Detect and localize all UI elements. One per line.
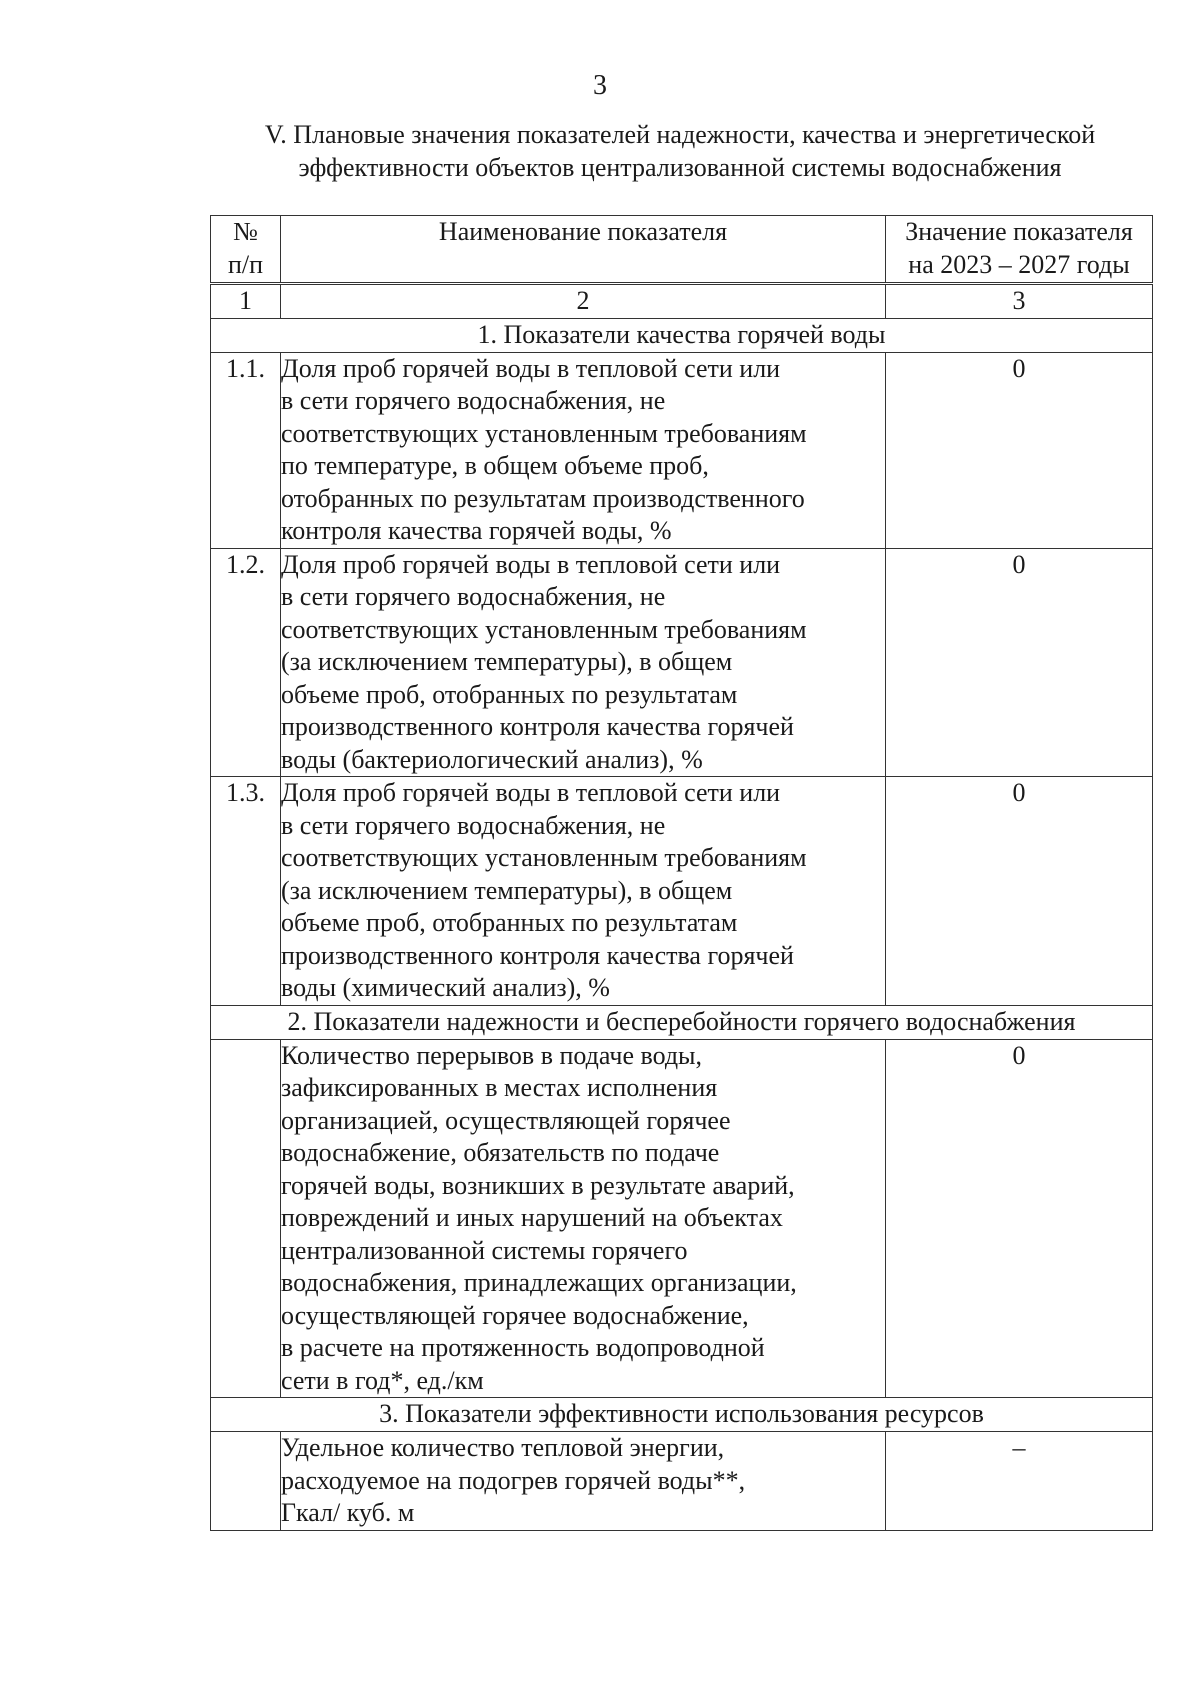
indicator-value: 0 xyxy=(886,777,1153,1006)
indicator-line: водоснабжение, обязательств по подаче xyxy=(281,1138,720,1167)
header-number-cell xyxy=(211,216,281,284)
table-row xyxy=(211,777,1153,1006)
column-numbers-row xyxy=(211,284,1153,319)
indicator-line: объеме проб, отобранных по результатам xyxy=(281,679,738,709)
row-number xyxy=(211,1039,281,1398)
indicator-line: Доля проб горячей воды в тепловой сети или xyxy=(281,353,781,383)
indicator-line: воды (химический анализ), % xyxy=(281,973,610,1002)
indicator-line: сети в год*, ед./км xyxy=(281,1365,484,1395)
indicator-line: соответствующих установленным требованиям xyxy=(281,614,807,644)
section-title-row xyxy=(211,1398,1153,1432)
table-header-row xyxy=(211,216,1153,284)
indicator-line: в сети горячего водоснабжения, не xyxy=(281,386,666,415)
row-number xyxy=(211,1432,281,1531)
section-title: 3. Показатели эффективности использования ресурсов xyxy=(211,1398,1153,1432)
table-row xyxy=(211,352,1153,548)
indicator-value: 0 xyxy=(886,548,1153,777)
indicator-line: производственного контроля качества горячей xyxy=(281,940,794,970)
indicator-line: (за исключением температуры), в общем xyxy=(281,647,733,676)
indicator-value: – xyxy=(886,1432,1153,1531)
indicator-line: в сети горячего водоснабжения, не xyxy=(281,810,666,840)
section-title: 1. Показатели качества горячей воды xyxy=(211,318,1153,352)
indicator-name xyxy=(281,352,886,548)
section-title-row xyxy=(211,318,1153,352)
indicator-line: объеме проб, отобранных по результатам xyxy=(281,908,738,937)
indicator-line: повреждений и иных нарушений на объектах xyxy=(281,1203,783,1232)
header-value-cell xyxy=(886,216,1153,284)
indicator-value: 0 xyxy=(886,352,1153,548)
indicator-name xyxy=(281,1432,886,1531)
indicator-line: контроля качества горячей воды, % xyxy=(281,516,672,545)
indicator-name xyxy=(281,777,886,1006)
indicator-line: организацией, осуществляющей горячее xyxy=(281,1105,731,1135)
indicator-line: централизованной системы горячего xyxy=(281,1235,688,1265)
indicator-line: расходуемое на подогрев горячей воды**, xyxy=(281,1465,746,1495)
indicator-line: в сети горячего водоснабжения, не xyxy=(281,582,666,611)
indicator-line: (за исключением температуры), в общем xyxy=(281,875,733,905)
column-number: 2 xyxy=(281,284,886,319)
indicator-line: Доля проб горячей воды в тепловой сети или xyxy=(281,549,781,579)
section-title-row xyxy=(211,1005,1153,1039)
row-number: 1.2. xyxy=(211,548,281,777)
row-number: 1.1. xyxy=(211,352,281,548)
indicator-value: 0 xyxy=(886,1039,1153,1398)
indicator-name xyxy=(281,1039,886,1398)
table-row xyxy=(211,548,1153,777)
indicator-line: Доля проб горячей воды в тепловой сети или xyxy=(281,778,781,807)
indicator-line: Количество перерывов в подаче воды, xyxy=(281,1040,703,1070)
header-name-cell: Наименование показателя xyxy=(281,216,886,284)
indicator-line: производственного контроля качества горячей xyxy=(281,712,794,741)
header-number-line: п/п xyxy=(227,249,264,279)
indicator-line: в расчете на протяженность водопроводной xyxy=(281,1333,765,1362)
heading-line: V. Плановые значения показателей надежности, качества и энергетической xyxy=(264,120,1096,149)
heading-line: эффективности объектов централизованной системы водоснабжения xyxy=(298,153,1062,182)
row-number: 1.3. xyxy=(211,777,281,1006)
indicator-line: осуществляющей горячее водоснабжение, xyxy=(281,1300,749,1330)
table-row xyxy=(211,1039,1153,1398)
indicator-line: Гкал/ куб. м xyxy=(281,1498,415,1527)
indicator-line: воды (бактериологический анализ), % xyxy=(281,744,703,774)
indicator-line: зафиксированных в местах исполнения xyxy=(281,1073,718,1102)
indicator-line: соответствующих установленным требованиям xyxy=(281,843,807,872)
column-number: 1 xyxy=(211,284,281,319)
column-number: 3 xyxy=(886,284,1153,319)
indicator-line: Удельное количество тепловой энергии, xyxy=(281,1433,725,1462)
header-value-line: на 2023 – 2027 годы xyxy=(908,249,1130,279)
page-number: 3 xyxy=(593,70,607,101)
section-heading xyxy=(200,118,1160,184)
indicator-name xyxy=(281,548,886,777)
table-row xyxy=(211,1432,1153,1531)
indicator-line: по температуре, в общем объеме проб, xyxy=(281,451,709,480)
header-value-line: Значение показателя xyxy=(905,217,1133,246)
indicator-line: горячей воды, возникших в результате аварий, xyxy=(281,1170,795,1200)
indicator-line: водоснабжения, принадлежащих организации, xyxy=(281,1268,797,1297)
indicator-line: соответствующих установленным требованиям xyxy=(281,418,807,448)
indicators-table xyxy=(210,215,1153,1531)
indicator-line: отобранных по результатам производственного xyxy=(281,483,805,513)
section-title: 2. Показатели надежности и бесперебойности горячего водоснабжения xyxy=(211,1005,1153,1039)
header-number-line: № xyxy=(233,217,258,246)
